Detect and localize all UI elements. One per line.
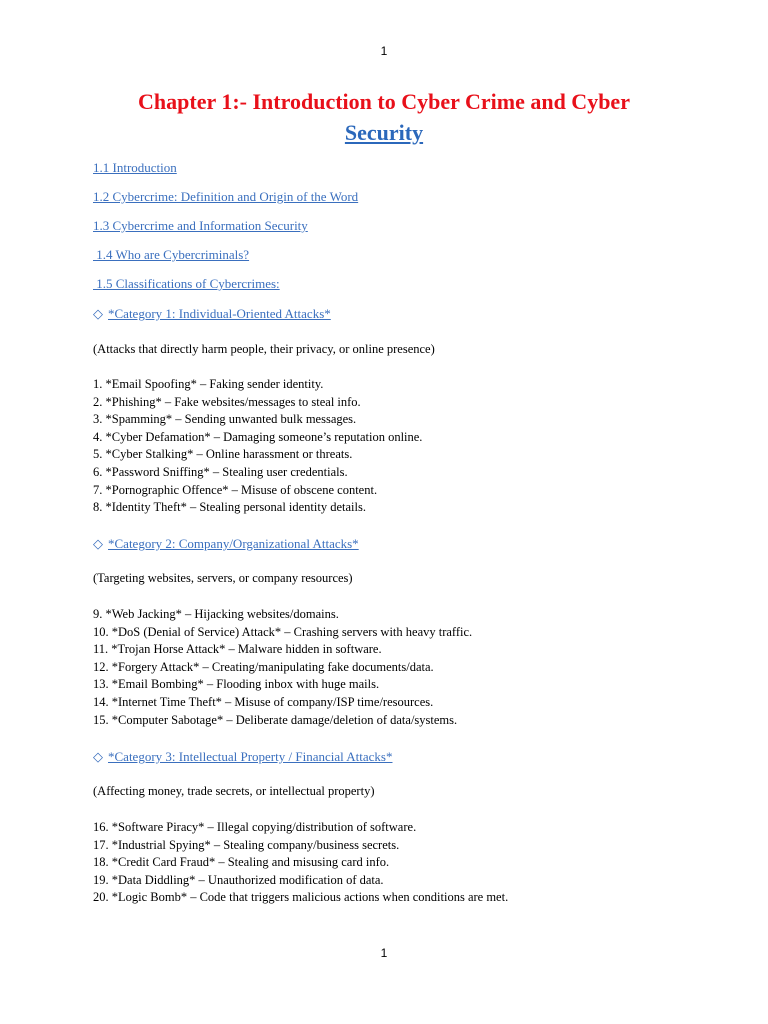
list-item: 5. *Cyber Stalking* – Online harassment or threats. — [93, 447, 353, 462]
list-item: 18. *Credit Card Fraud* – Stealing and misusing card info. — [93, 855, 390, 870]
category-2-list — [93, 606, 472, 729]
list-item: 9. *Web Jacking* – Hijacking websites/domains. — [93, 607, 339, 621]
list-item: 10. *DoS (Denial of Service) Attack* – Crashing servers with heavy traffic. — [93, 624, 473, 639]
category-1-description: (Attacks that directly harm people, their privacy, or online presence) — [93, 342, 435, 356]
category-3-heading[interactable] — [93, 749, 392, 765]
list-item: 14. *Internet Time Theft* – Misuse of company/ISP time/resources. — [93, 694, 434, 709]
list-item: 1. *Email Spoofing* – Faking sender identity. — [93, 377, 324, 391]
chapter-title-link[interactable]: Security — [344, 120, 424, 145]
category-3-description: (Affecting money, trade secrets, or intellectual property) — [93, 784, 375, 798]
category-3-title: *Category 3: Intellectual Property / Financial Attacks* — [108, 749, 393, 764]
list-item: 8. *Identity Theft* – Stealing personal identity details. — [93, 500, 366, 515]
list-item: 4. *Cyber Defamation* – Damaging someone’s reputation online. — [93, 429, 423, 444]
diamond-icon: ◇ — [93, 749, 103, 764]
list-item: 12. *Forgery Attack* – Creating/manipulating fake documents/data. — [93, 659, 434, 674]
category-2-heading[interactable] — [93, 536, 359, 552]
list-item: 7. *Pornographic Offence* – Misuse of obscene content. — [93, 482, 378, 497]
list-item: 6. *Password Sniffing* – Stealing user credentials. — [93, 464, 348, 479]
category-3-list — [93, 819, 508, 907]
toc-link-introduction[interactable]: 1.1 Introduction — [93, 160, 177, 175]
list-item: 3. *Spamming* – Sending unwanted bulk messages. — [93, 412, 357, 427]
diamond-icon: ◇ — [93, 536, 103, 551]
category-1-title: *Category 1: Individual-Oriented Attacks* — [108, 306, 331, 321]
category-1-list — [93, 376, 422, 517]
category-2-description: (Targeting websites, servers, or company resources) — [93, 571, 353, 585]
list-item: 19. *Data Diddling* – Unauthorized modification of data. — [93, 872, 384, 887]
toc-link-information-security[interactable]: 1.3 Cybercrime and Information Security — [93, 218, 308, 233]
toc-link-definition[interactable]: 1.2 Cybercrime: Definition and Origin of the Word — [93, 189, 359, 204]
list-item: 2. *Phishing* – Fake websites/messages to steal info. — [93, 394, 361, 409]
list-item: 20. *Logic Bomb* – Code that triggers malicious actions when conditions are met. — [93, 890, 509, 905]
list-item: 15. *Computer Sabotage* – Deliberate damage/deletion of data/systems. — [93, 712, 458, 727]
list-item: 16. *Software Piracy* – Illegal copying/distribution of software. — [93, 820, 417, 834]
list-item: 17. *Industrial Spying* – Stealing company/business secrets. — [93, 837, 400, 852]
list-item: 11. *Trojan Horse Attack* – Malware hidden in software. — [93, 642, 382, 657]
chapter-title: Chapter 1:- Introduction to Cyber Crime and Cyber — [138, 89, 630, 114]
toc-link-classifications[interactable]: 1.5 Classifications of Cybercrimes: — [93, 276, 280, 291]
page-number-bottom: 1 — [380, 946, 388, 960]
diamond-icon: ◇ — [93, 306, 103, 321]
category-2-title: *Category 2: Company/Organizational Attacks* — [108, 536, 359, 551]
page-number-top: 1 — [380, 44, 388, 58]
list-item: 13. *Email Bombing* – Flooding inbox with huge mails. — [93, 677, 380, 692]
toc-link-cybercriminals[interactable]: 1.4 Who are Cybercriminals? — [93, 247, 250, 262]
category-1-heading[interactable] — [93, 306, 331, 322]
